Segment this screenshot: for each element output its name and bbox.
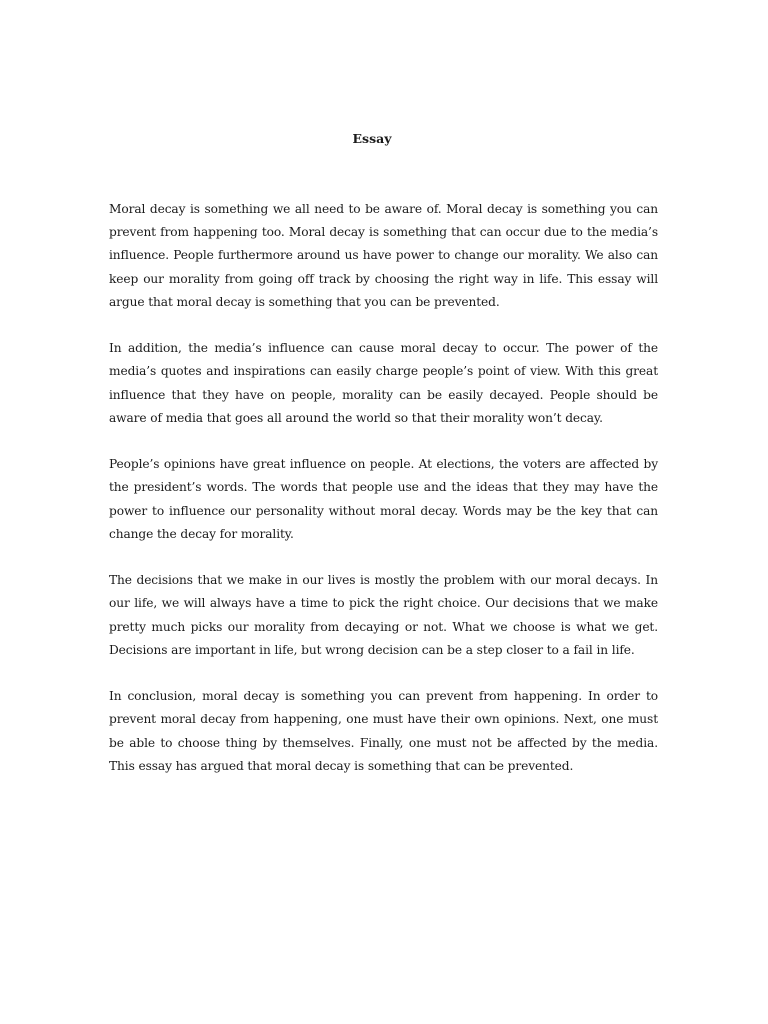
paragraph-introduction: Moral decay is something we all need to be aware of. Moral decay is something you can prevent from happening too. Moral decay is something that can occur due to the media’s influence. People furthermore around us have power to change our morality. We also can keep our morality from going off track by choosing the right way in life. This essay will argue that moral decay is something that you can be prevented. <box>109 202 658 309</box>
paragraph-opinions: People’s opinions have great influence on people. At elections, the voters are affected by the president’s words. The words that people use and the ideas that they may have the power to influence our personality without moral decay. Words may be the key that can change the decay for morality. <box>109 457 658 541</box>
paragraph-media-influence: In addition, the media’s influence can cause moral decay to occur. The power of the media’s quotes and inspirations can easily charge people’s point of view. With this great influence that they have on people, morality can be easily decayed. People should be aware of media that goes all around the world so that their morality won’t decay. <box>109 341 658 425</box>
essay-title: Essay <box>352 131 392 146</box>
paragraph-conclusion: In conclusion, moral decay is something you can prevent from happening. In order to prevent moral decay from happening, one must have their own opinions. Next, one must be able to choose thing by themselves. Finally, one must not be affected by the media. This essay has argued that moral decay is something that can be prevented. <box>109 689 658 773</box>
paragraph-decisions: The decisions that we make in our lives is mostly the problem with our moral decays. In our life, we will always have a time to pick the right choice. Our decisions that we make pretty much picks our morality from decaying or not. What we choose is what we get. Decisions are important in life, but wrong decision can be a step closer to a fail in life. <box>109 573 658 657</box>
essay-body <box>109 198 658 801</box>
